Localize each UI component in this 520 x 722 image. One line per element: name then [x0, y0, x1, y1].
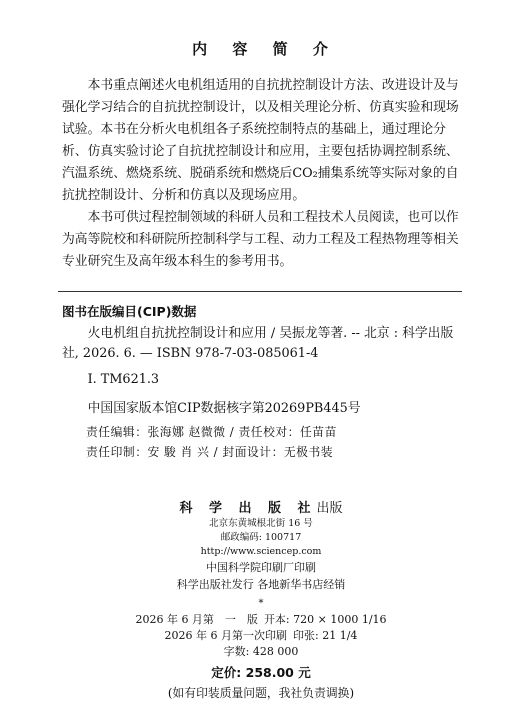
price: 定价: 258.00 元 [211, 665, 311, 680]
edition: 2026 年 6 月第 一 版 [135, 613, 258, 626]
intro-paragraph-1: 本书重点阐述火电机组适用的自抗扰控制设计方法、改进设计及与强化学习结合的自抗扰控制设计，以及相关理论分析、仿真实验和现场试验。本书在分析火电机组各子系统控制特点的基础上，通过理论分析、仿真实验讨论了自抗扰控制设计和应用，主要包括协调控制系统、汽温系统、燃烧系统、脱硝系统和燃烧后CO₂捕集系统等实际对象的自抗扰控制设计、分析和仿真以及现场应用。 [62, 78, 459, 203]
cip-record-number: 中国国家版本馆CIP数据核字第20269PB445号 [87, 401, 361, 416]
credits-line-2: 责任印制：安 駿 肖 兴 / 封面设计：无极书装 [86, 445, 334, 459]
section-divider [58, 291, 462, 292]
quality-guarantee: (如有印装质量问题，我社负责调换) [167, 686, 355, 700]
edition-row [62, 612, 460, 628]
intro-text [62, 75, 460, 273]
publication-info [62, 500, 460, 702]
printing-row [62, 628, 460, 644]
distribution-line: 科学出版社发行 各地新华书店经销 [176, 578, 346, 591]
publisher-logo-tail: 出版 [316, 501, 343, 516]
separator-star: * [258, 598, 264, 609]
intro-paragraph-2: 本书可供过程控制领域的科研人员和工程技术人员阅读，也可以作为高等院校和科研院所控制科学与工程、动力工程及工程热物理等相关专业研究生及高年级本科生的参考用书。 [62, 210, 459, 269]
publisher-address: 北京东黄城根北街 16 号 [209, 518, 313, 529]
cip-entry: 火电机组自抗扰控制设计和应用 / 吴振龙等著. -- 北京 : 科学出版社, 2026. 6. — ISBN 978-7-03-085061-4 [62, 326, 454, 361]
cip-heading: 图书在版编目(CIP)数据 [62, 304, 197, 319]
cip-classification: Ⅰ. TM621.3 [87, 372, 160, 387]
printing: 2026 年 6 月第一次印刷 [164, 629, 288, 642]
credits-line-1: 责任编辑：张海娜 赵微微 / 责任校对：任苗苗 [86, 425, 337, 439]
publisher-website: http://www.sciencep.com [200, 546, 322, 557]
format: 开本: 720 × 1000 1/16 [263, 613, 387, 626]
sheets: 印张: 21 1/4 [293, 629, 358, 642]
editorial-credits [62, 422, 460, 462]
printer-line: 中国科学院印刷厂印刷 [206, 561, 316, 574]
publisher-postcode: 邮政编码: 100717 [220, 532, 302, 543]
publisher-logo [62, 500, 460, 517]
intro-title: 内 容 简 介 [192, 40, 338, 58]
publisher-logo-text: 科 学 出 版 社 [179, 501, 317, 516]
word-count: 字数: 428 000 [223, 645, 299, 658]
